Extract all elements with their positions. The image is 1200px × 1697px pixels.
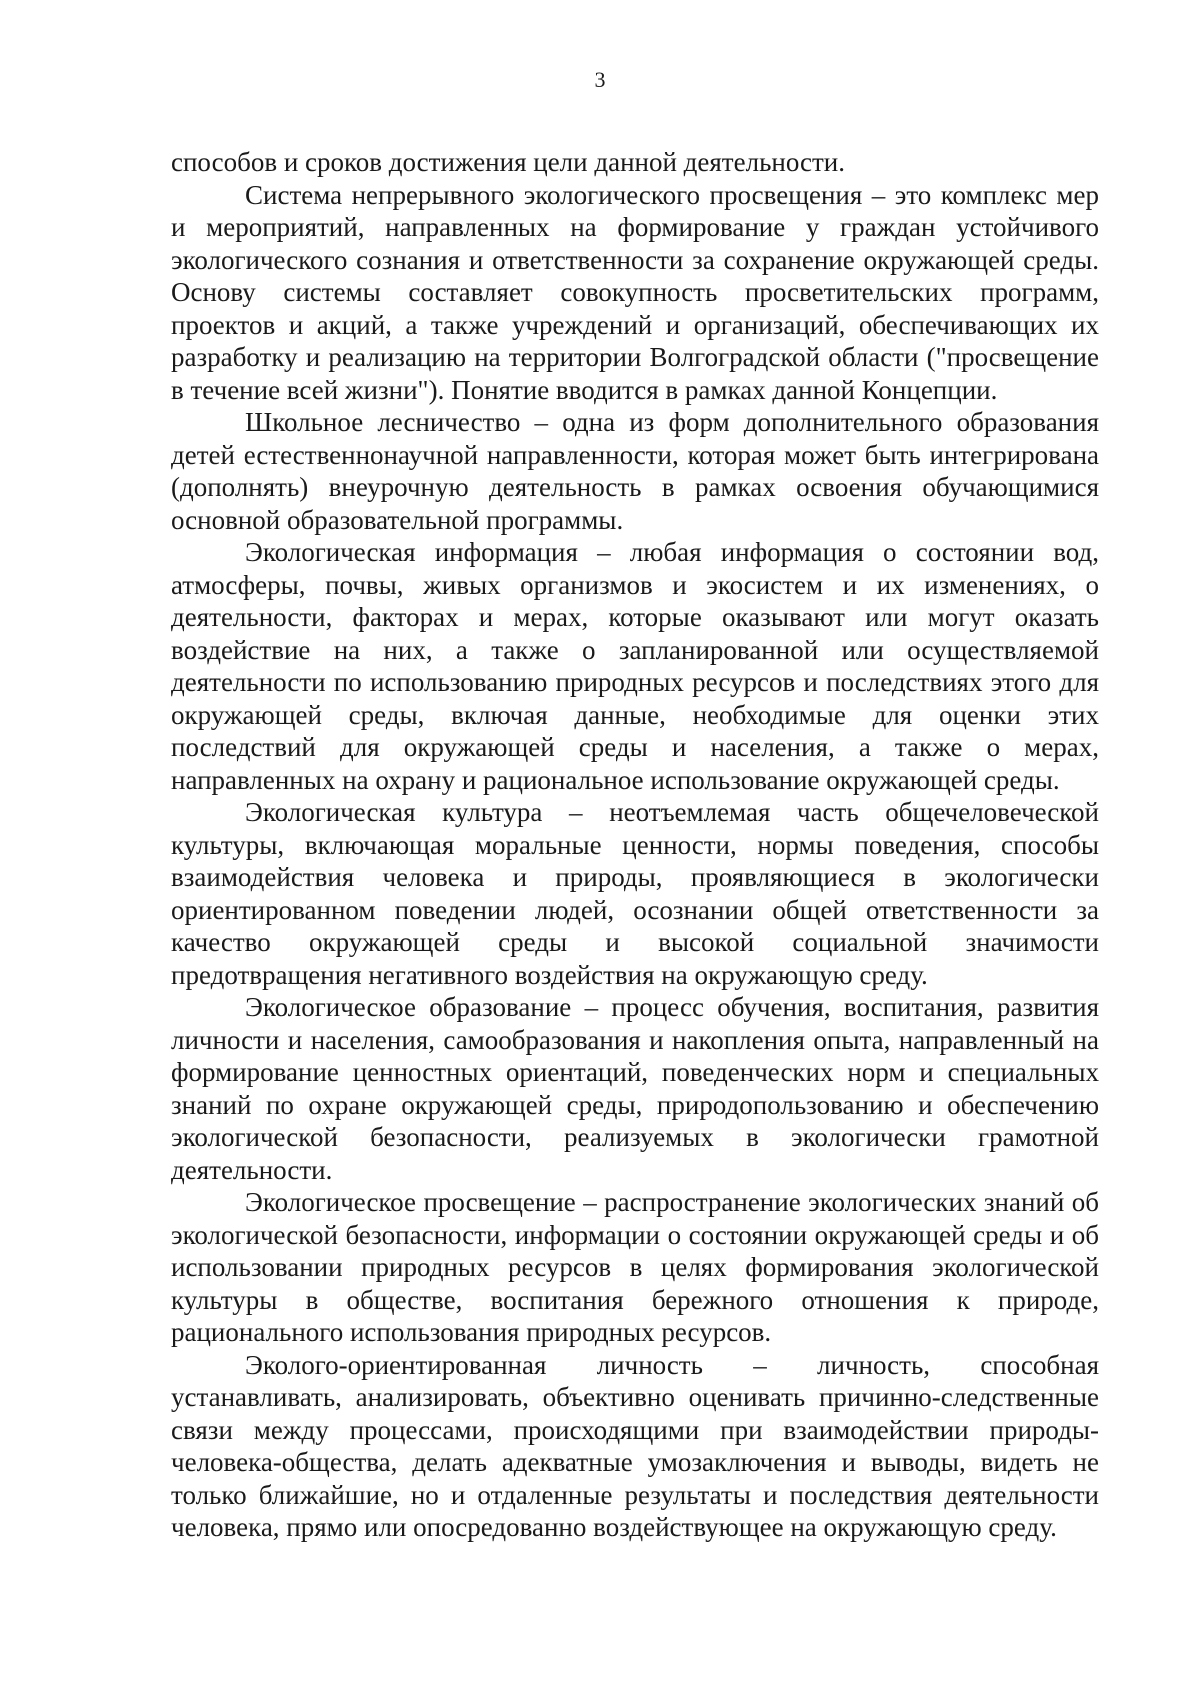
paragraph-school-forestry: Школьное лесничество – одна из форм дополнительного образования детей естественнонаучной направленности, которая может быть интегрирована (дополнять) внеурочную деятельность в рамках освоения обучающимися основной образовательной программы.: [171, 407, 1099, 535]
paragraph-continuation: способов и сроков достижения цели данной деятельности.: [171, 147, 845, 177]
paragraph-continuous-eco-enlightenment-system: Система непрерывного экологического просвещения – это комплекс мер и мероприятий, направленных на формирование у граждан устойчивого экологического сознания и ответственности за сохранение окружающей среды. Основу системы составляет совокупность просветительских программ, проектов и акций, а также учреждений и организаций, обеспечивающих их разработку и реализацию на территории Волгоградской области ("просвещение в течение всей жизни"). Понятие вводится в рамках данной Концепции.: [171, 179, 1099, 405]
paragraph-ecological-information: Экологическая информация – любая информация о состоянии вод, атмосферы, почвы, живых организмов и экосистем и их изменениях, о деятельности, факторах и мерах, которые оказывают или могут оказать воздействие на них, а также о запланированной или осуществляемой деятельности по использованию природных ресурсов и последствиях этого для окружающей среды, включая данные, необходимые для оценки этих последствий для окружающей среды и населения, а также о мерах, направленных на охрану и рациональное использование окружающей среды.: [171, 537, 1099, 795]
page-number: 3: [594, 67, 606, 92]
paragraph-ecological-education: Экологическое образование – процесс обучения, воспитания, развития личности и населения, самообразования и накопления опыта, направленный на формирование ценностных ориентаций, поведенческих норм и специальных знаний по охране окружающей среды, природопользованию и обеспечению экологической безопасности, реализуемых в экологически грамотной деятельности.: [171, 992, 1099, 1185]
paragraph-ecological-enlightenment: Экологическое просвещение – распространение экологических знаний об экологической безопасности, информации о состоянии окружающей среды и об использовании природных ресурсов в целях формирования экологической культуры в обществе, воспитания бережного отношения к природе, рационального использования природных ресурсов.: [171, 1187, 1099, 1347]
paragraph-ecological-culture: Экологическая культура – неотъемлемая часть общечеловеческой культуры, включающая моральные ценности, нормы поведения, способы взаимодействия человека и природы, проявляющиеся в экологически ориентированном поведении людей, осознании общей ответственности за качество окружающей среды и высокой социальной значимости предотвращения негативного воздействия на окружающую среду.: [171, 797, 1099, 990]
paragraph-eco-oriented-personality: Эколого-ориентированная личность – личность, способная устанавливать, анализировать, объективно оценивать причинно-следственные связи между процессами, происходящими при взаимодействии природы-человека-общества, делать адекватные умозаключения и выводы, видеть не только ближайшие, но и отдаленные результаты и последствия деятельности человека, прямо или опосредованно воздействующее на окружающую среду.: [171, 1349, 1099, 1542]
document-body: [171, 146, 1099, 1544]
